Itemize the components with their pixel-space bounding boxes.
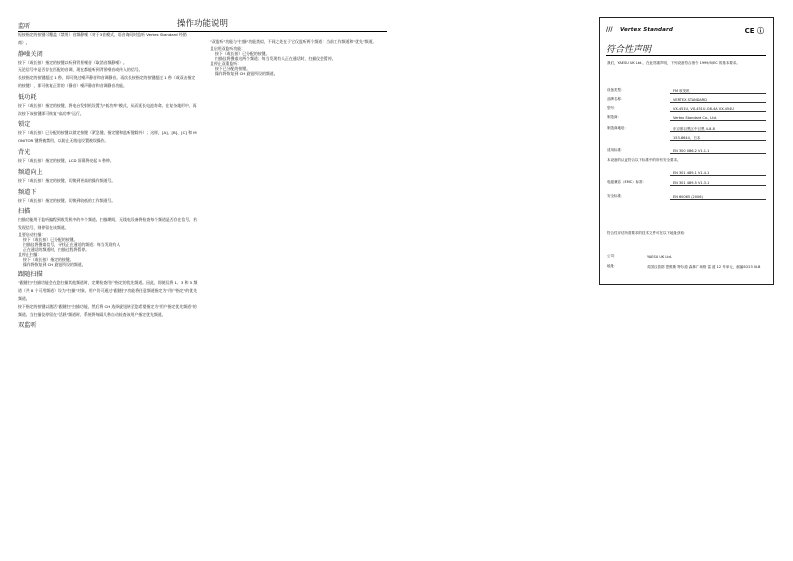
company-value: YAESU UK Ltd. xyxy=(647,255,672,259)
field-value: FM 收发机 xyxy=(673,89,690,93)
list-item: 按下（或长按）已分配的按键。 xyxy=(23,237,78,243)
list-item: 按下（或长按）指定的按键。 xyxy=(23,257,74,263)
paragraph: 扫描功能用于监听编程到收发机中的多个频道。扫描期间，无线电设备将检查每个频道是否存在信号，若发现信号，则停留在该频道。 xyxy=(18,217,197,231)
section-heading: 静噪关闭 xyxy=(18,50,43,58)
section-heading: 扫描 xyxy=(18,208,31,216)
field-label: 制造商地址： xyxy=(607,126,628,130)
section-heading: 监听 xyxy=(18,23,31,30)
underline xyxy=(670,111,766,112)
underline xyxy=(670,120,766,121)
address-value: 英国汉普郡 思维斯 特尔道 森林广场格 雷 道 12 号单元，邮编SO23 0LB xyxy=(647,265,761,269)
address-label: 地址： xyxy=(607,264,618,268)
list-item: 扫描仪将搜索信号，寻找正在通话的频道；每当发现有人 xyxy=(23,242,121,248)
paragraph: 按下（或长按）指定的按键以听到背景噪音（取消音频静噪）。 xyxy=(18,59,127,65)
paragraph: "跟随扫"扫描功能会在您扫描其他频道时，定期检查用户指定的优先频道。因此，即使仅将 1、3 和 5 频道（共 8 个可用频道）设为"扫描"对象，用户仍可通过"跟随扫"功能将任意频道指定为"用户指定"的优先频道。 xyxy=(18,280,198,301)
field-value: VX-451U, VX-451U-G6-4A VX-454U xyxy=(673,107,734,111)
field-value: EN 300 086-2 V1.1.1 xyxy=(673,149,710,153)
section-heading: 背光 xyxy=(18,148,31,156)
field-label: 品牌名称： xyxy=(607,97,625,101)
ce-mark-icon: CE ⓘ xyxy=(744,27,764,35)
paragraph: 短按指定的按键可覆盖（禁用）音频静噪（对于3音模式，语音询问时监听 Vertex Standard 经销商）。 xyxy=(18,32,187,45)
field-value: Vertex Standard Co., Ltd. xyxy=(673,116,717,120)
paragraph: "双监听"功能与"扫描"功能类似，不同之处在于它仅监听两个频道：当前工作频道和"优先"频道。 xyxy=(210,39,377,44)
list-heading: 且要启动扫描： xyxy=(18,231,46,237)
section-heading: 频道下 xyxy=(18,188,37,196)
field-value: VERTEX STANDARD xyxy=(673,98,707,102)
underline xyxy=(670,153,766,154)
underline xyxy=(670,175,766,176)
underline xyxy=(670,93,766,94)
divider xyxy=(606,55,766,56)
field-label: 本设备的认证符合以下标准中的所有安全要求。 xyxy=(607,158,681,162)
middle-column xyxy=(210,38,388,76)
field-value: EN 60065 (2006) xyxy=(673,195,703,199)
vertex-logo-icon: /// xyxy=(606,26,613,33)
field-label: 制造商： xyxy=(607,115,621,119)
underline xyxy=(670,131,766,132)
underline xyxy=(670,199,766,200)
cert-title: 符合性声明 xyxy=(606,45,652,55)
section-heading: 双监听 xyxy=(18,322,37,330)
list-heading: 且启用双监听功能： xyxy=(210,45,246,51)
paragraph: 按下（或长按）指定的按键，将电台发射机设置为"低功率"模式，从而延长电池寿命。在复杂地形中，再次按下该按键即可恢复"高功率"运行。 xyxy=(18,102,197,116)
list-item: 按下已分配的按键。 xyxy=(215,66,251,72)
section-heading: 锁定 xyxy=(18,121,31,129)
cert-intro: 我们，YAESU UK Ltd.，在此郑重声明，下列设备符合指令 1999/5/EC 的基本要求。 xyxy=(607,61,740,65)
section-heading: 低功耗 xyxy=(18,93,37,101)
underline xyxy=(670,102,766,103)
field-value: 153-8644，日本 xyxy=(673,136,701,140)
company-label: 公司： xyxy=(607,254,618,258)
field-label: 安全标准： xyxy=(607,194,625,198)
field-value: EN 301 489-5 V1.3.1 xyxy=(673,181,710,185)
paragraph: 长按指定的按键超过 1 秒，即可绕过噪声静音和音调静音。再次长按指定的按键超过 1 秒（或双击指定的按键），即可恢复正常的（静音）噪声静音和音调静音功能。 xyxy=(18,75,196,88)
underline xyxy=(670,185,766,186)
section-heading: 频道向上 xyxy=(18,168,43,176)
left-column xyxy=(18,19,198,330)
cert-header xyxy=(606,26,766,36)
field-value: 东京都目黑区中目黑 4-8-8 xyxy=(673,127,715,131)
paragraph: 按下（或长按）已分配的按键以锁定按键（紧急键、指定键和监听键除外）；这样，[A]、[B]、[C] 和 MONITOR 键将被禁用，以防止无线电设置被误操作。 xyxy=(18,130,197,144)
list-item: 操作将恢复到 CH 旋钮所设的频道。 xyxy=(23,262,86,268)
brand-name: Vertex Standard xyxy=(620,27,673,33)
cert-note: 符合性评估所需要求的技术文件可在以下地址获取： xyxy=(607,231,688,235)
paragraph: 按下（或长按）指定的按键，LCD 屏幕将亮起 5 秒钟。 xyxy=(18,157,114,163)
list-item: 操作将恢复到 CH 旋钮所设的频道。 xyxy=(215,71,278,77)
list-item: 扫描仪将搜索这两个频道；每当发现有人正在通话时，扫描仪会暂停。 xyxy=(215,56,336,61)
paragraph: 按下（或长按）指定的按键，切换到较低的工作频道号。 xyxy=(18,197,116,203)
field-label: 适用标准： xyxy=(607,148,625,152)
field-value: EN 301 489-1 V1.4.1 xyxy=(673,171,710,175)
list-heading: 且停止扫描： xyxy=(18,252,42,258)
field-label: 型号： xyxy=(607,106,618,110)
underline xyxy=(670,140,766,141)
paragraph: 按下（或长按）指定的按键，切换到更高的操作频道号。 xyxy=(18,177,116,183)
paragraph: 无论信号中是否存在匹配的音调，现在都能听到背景噪音或传入的信号。 xyxy=(18,67,143,73)
list-item: 按下（或长按）已分配的按键。 xyxy=(215,51,270,56)
paragraph: 按下指定的按键以激活"跟随扫"扫描功能，然后将 CH 选择旋钮转至您希望指定为"用户指定优先频道"的频道。当扫描仪停留在"活跃"频道时，系统将每隔几秒自动检查该用户指定优先频道。 xyxy=(18,303,197,317)
list-heading: 且停止双重监听： xyxy=(210,61,242,66)
section-heading: 跟随扫描 xyxy=(18,271,43,279)
list-item: 正在通话的频道时，扫描过程将暂停。 xyxy=(23,247,90,253)
declaration-of-conformity xyxy=(599,17,774,285)
field-label: 设备类型： xyxy=(607,88,625,92)
manual-title: 操作功能说明 xyxy=(18,18,387,32)
field-label: 电磁兼容（EMC）标准： xyxy=(607,180,647,184)
